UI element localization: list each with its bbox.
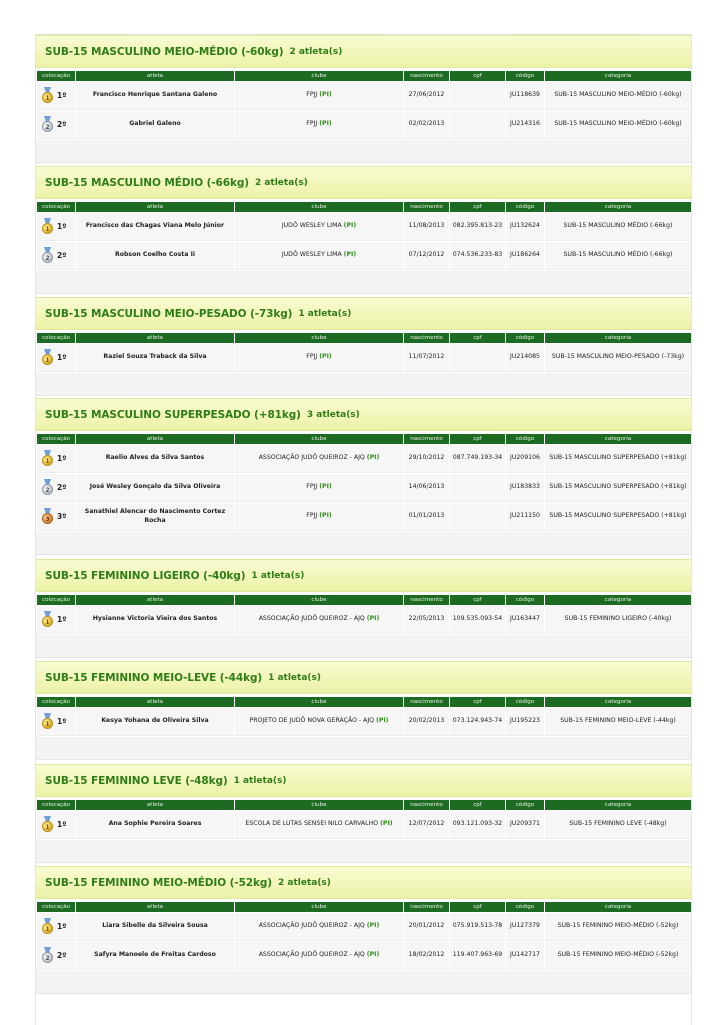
placement-cell: [37, 111, 75, 139]
category: SUB-15 FEMININO MEIO-MÉDIO (-52kg): [545, 913, 691, 941]
header-categoria: categoria: [545, 202, 691, 212]
placement-cell: [37, 606, 75, 634]
cpf: 119.407.963-69: [450, 942, 505, 970]
category-title: SUB-15 FEMININO LEVE (-48kg): [45, 774, 228, 787]
table-row: [37, 445, 691, 473]
category-title: SUB-15 FEMININO MEIO-MÉDIO (-52kg): [45, 876, 272, 889]
club-name: FPJJ: [306, 91, 318, 99]
section-spacer: [36, 840, 691, 863]
medal-icon: [42, 479, 53, 496]
category: SUB-15 MASCULINO SUPERPESADO (+81kg): [545, 474, 691, 502]
club-name: FPJJ: [306, 120, 318, 128]
birth-date: 20/02/2013: [404, 708, 449, 736]
category: SUB-15 MASCULINO MEIO-MÉDIO (-60kg): [545, 82, 691, 110]
header-nascimento: nascimento: [404, 697, 449, 707]
category-title: SUB-15 FEMININO MEIO-LEVE (-44kg): [45, 671, 263, 684]
athlete-code: JU214085: [506, 344, 544, 372]
birth-date: 01/01/2013: [404, 503, 449, 531]
header-atleta: atleta: [76, 71, 234, 81]
category-header: [36, 559, 691, 592]
table-header-row: [37, 71, 691, 81]
category-section: [36, 661, 691, 760]
table-row: [37, 913, 691, 941]
category-title: SUB-15 MASCULINO MEIO-MÉDIO (-60kg): [45, 45, 284, 58]
placement: 1º: [57, 221, 67, 231]
placement: 1º: [57, 716, 67, 726]
header-cpf: cpf: [450, 595, 505, 605]
athlete-code: JU195223: [506, 708, 544, 736]
table-header-row: [37, 595, 691, 605]
club-state: (PI): [380, 820, 393, 828]
header-clube: clube: [235, 902, 403, 912]
header-nascimento: nascimento: [404, 800, 449, 810]
table-header-row: [37, 434, 691, 444]
athlete-count: 1 atleta(s): [298, 308, 352, 319]
header-clube: clube: [235, 71, 403, 81]
header-clube: clube: [235, 202, 403, 212]
placement: 3º: [57, 511, 67, 521]
birth-date: 20/01/2012: [404, 913, 449, 941]
club-state: (PI): [366, 454, 380, 462]
medal-number: 1: [42, 92, 53, 103]
athlete-count: 2 atleta(s): [254, 177, 308, 188]
table-row: [37, 606, 691, 634]
table-row: [37, 242, 691, 270]
header-codigo: código: [506, 434, 544, 444]
header-colocacao: colocação: [37, 202, 75, 212]
header-clube: clube: [235, 595, 403, 605]
category-title: SUB-15 MASCULINO MEIO-PESADO (-73kg): [45, 307, 293, 320]
medal-icon: [42, 947, 53, 964]
medal-number: 2: [42, 252, 53, 263]
placement-cell: [37, 213, 75, 241]
section-spacer: [36, 737, 691, 760]
club-cell: [235, 913, 403, 941]
cpf: [450, 111, 505, 139]
category: SUB-15 FEMININO MEIO-MÉDIO (-52kg): [545, 942, 691, 970]
medal-number: 1: [42, 616, 53, 627]
club-name: ASSOCIAÇÃO JUDÔ QUEIROZ - AJQ: [258, 454, 365, 462]
header-atleta: atleta: [76, 902, 234, 912]
category-section: [36, 398, 691, 555]
table-header-row: [37, 902, 691, 912]
club-state: (PI): [366, 951, 380, 959]
birth-date: 07/12/2012: [404, 242, 449, 270]
header-colocacao: colocação: [37, 595, 75, 605]
athlete-name: Kesya Yohana de Oliveira Silva: [76, 708, 234, 736]
category: SUB-15 MASCULINO MÉDIO (-66kg): [545, 213, 691, 241]
birth-date: 11/08/2013: [404, 213, 449, 241]
placement-cell: [37, 242, 75, 270]
results-table: [36, 433, 692, 532]
athlete-name: Francisco das Chagas Viana Melo Júnior: [76, 213, 234, 241]
medal-icon: [42, 116, 53, 133]
athlete-name: José Wesley Gonçalo da Silva Oliveira: [76, 474, 234, 502]
table-header-row: [37, 333, 691, 343]
table-row: [37, 213, 691, 241]
medal-number: 1: [42, 223, 53, 234]
medal-icon: [42, 508, 53, 525]
birth-date: 11/07/2012: [404, 344, 449, 372]
table-header-row: [37, 800, 691, 810]
athlete-name: Robson Coelho Costa Ii: [76, 242, 234, 270]
medal-number: 1: [42, 718, 53, 729]
category: SUB-15 FEMININO LEVE (-48kg): [545, 811, 691, 839]
header-cpf: cpf: [450, 800, 505, 810]
birth-date: 12/07/2012: [404, 811, 449, 839]
athlete-code: JU183833: [506, 474, 544, 502]
header-colocacao: colocação: [37, 800, 75, 810]
club-cell: [235, 111, 403, 139]
results-table: [36, 696, 692, 737]
medal-number: 2: [42, 121, 53, 132]
club-cell: [235, 708, 403, 736]
birth-date: 27/06/2012: [404, 82, 449, 110]
athlete-name: Hysianne Victoria Vieira dos Santos: [76, 606, 234, 634]
results-page: [35, 34, 692, 1025]
header-categoria: categoria: [545, 697, 691, 707]
athlete-count: 1 atleta(s): [251, 570, 305, 581]
club-name: PROJETO DE JUDÔ NOVA GERAÇÃO - AJQ: [249, 717, 375, 725]
header-codigo: código: [506, 595, 544, 605]
header-clube: clube: [235, 697, 403, 707]
club-state: (PI): [319, 512, 332, 520]
placement-cell: [37, 708, 75, 736]
table-header-row: [37, 697, 691, 707]
athlete-name: Gabriel Galeno: [76, 111, 234, 139]
athlete-code: JU142717: [506, 942, 544, 970]
placement: 2º: [57, 950, 67, 960]
header-colocacao: colocação: [37, 71, 75, 81]
header-colocacao: colocação: [37, 333, 75, 343]
athlete-count: 1 atleta(s): [233, 775, 287, 786]
club-state: (PI): [366, 922, 380, 930]
header-cpf: cpf: [450, 333, 505, 343]
category: SUB-15 MASCULINO MEIO-MÉDIO (-60kg): [545, 111, 691, 139]
club-name: ASSOCIAÇÃO JUDÔ QUEIROZ - AJQ: [258, 615, 365, 623]
club-state: (PI): [343, 222, 357, 230]
header-cpf: cpf: [450, 71, 505, 81]
medal-icon: [42, 247, 53, 264]
category-header: [36, 764, 691, 797]
header-nascimento: nascimento: [404, 333, 449, 343]
table-row: [37, 503, 691, 531]
club-cell: [235, 606, 403, 634]
header-colocacao: colocação: [37, 697, 75, 707]
athlete-name: Liara Sibelle da Silveira Sousa: [76, 913, 234, 941]
placement-cell: [37, 344, 75, 372]
cpf: 082.395.813-23: [450, 213, 505, 241]
club-cell: [235, 445, 403, 473]
category-section: [36, 166, 691, 294]
cpf: 087.749.193-34: [450, 445, 505, 473]
header-atleta: atleta: [76, 333, 234, 343]
category-section: [36, 559, 691, 658]
placement: 1º: [57, 614, 67, 624]
header-cpf: cpf: [450, 202, 505, 212]
birth-date: 02/02/2013: [404, 111, 449, 139]
cpf: [450, 503, 505, 531]
header-codigo: código: [506, 697, 544, 707]
athlete-name: Sanathiel Alencar do Nascimento Cortez Rocha: [76, 503, 234, 531]
placement-cell: [37, 474, 75, 502]
medal-icon: [42, 918, 53, 935]
header-codigo: código: [506, 902, 544, 912]
club-state: (PI): [376, 717, 389, 725]
table-row: [37, 82, 691, 110]
athlete-count: 1 atleta(s): [268, 672, 321, 683]
category-title: SUB-15 MASCULINO MÉDIO (-66kg): [45, 176, 249, 189]
header-atleta: atleta: [76, 202, 234, 212]
cpf: 073.124.943-74: [450, 708, 505, 736]
header-codigo: código: [506, 71, 544, 81]
medal-icon: [42, 713, 53, 730]
placement: 2º: [57, 250, 67, 260]
club-cell: [235, 474, 403, 502]
table-row: [37, 942, 691, 970]
category-header: [36, 35, 691, 68]
section-spacer: [36, 635, 691, 658]
cpf: 074.536.233-83: [450, 242, 505, 270]
category-header: [36, 866, 691, 899]
header-categoria: categoria: [545, 595, 691, 605]
medal-number: 1: [42, 455, 53, 466]
header-nascimento: nascimento: [404, 71, 449, 81]
category-header: [36, 166, 691, 199]
placement-cell: [37, 913, 75, 941]
placement-cell: [37, 82, 75, 110]
header-atleta: atleta: [76, 800, 234, 810]
medal-icon: [42, 611, 53, 628]
category-title: SUB-15 MASCULINO SUPERPESADO (+81kg): [45, 408, 301, 421]
club-state: (PI): [343, 251, 357, 259]
athlete-name: Raziel Souza Traback da Silva: [76, 344, 234, 372]
category-title: SUB-15 FEMININO LIGEIRO (-40kg): [45, 569, 246, 582]
table-row: [37, 708, 691, 736]
placement-cell: [37, 445, 75, 473]
header-categoria: categoria: [545, 434, 691, 444]
placement-cell: [37, 503, 75, 531]
club-cell: [235, 503, 403, 531]
cpf: [450, 344, 505, 372]
athlete-count: 2 atleta(s): [277, 877, 331, 888]
table-row: [37, 111, 691, 139]
athlete-code: JU214316: [506, 111, 544, 139]
placement-cell: [37, 942, 75, 970]
results-table: [36, 332, 692, 373]
club-state: (PI): [319, 353, 332, 361]
club-state: (PI): [366, 615, 380, 623]
header-cpf: cpf: [450, 434, 505, 444]
category-header: [36, 661, 691, 694]
table-header-row: [37, 202, 691, 212]
athlete-code: JU211150: [506, 503, 544, 531]
birth-date: 18/02/2012: [404, 942, 449, 970]
birth-date: 29/10/2012: [404, 445, 449, 473]
club-state: (PI): [319, 483, 332, 491]
section-spacer: [36, 140, 691, 163]
medal-icon: [42, 218, 53, 235]
club-name: JUDÔ WESLEY LIMA: [281, 251, 342, 259]
club-cell: [235, 811, 403, 839]
header-atleta: atleta: [76, 595, 234, 605]
club-name: ASSOCIAÇÃO JUDÔ QUEIROZ - AJQ: [258, 951, 365, 959]
club-name: FPJJ: [306, 483, 318, 491]
athlete-count: 2 atleta(s): [289, 46, 343, 57]
medal-icon: [42, 816, 53, 833]
medal-icon: [42, 450, 53, 467]
header-cpf: cpf: [450, 902, 505, 912]
club-cell: [235, 213, 403, 241]
club-cell: [235, 344, 403, 372]
header-categoria: categoria: [545, 902, 691, 912]
placement: 1º: [57, 90, 67, 100]
section-spacer: [36, 971, 691, 994]
cpf: 075.919.513-78: [450, 913, 505, 941]
club-name: FPJJ: [306, 512, 318, 520]
table-row: [37, 811, 691, 839]
section-spacer: [36, 532, 691, 555]
header-colocacao: colocação: [37, 434, 75, 444]
club-state: (PI): [319, 91, 332, 99]
category-section: [36, 764, 691, 863]
medal-number: 1: [42, 354, 53, 365]
section-spacer: [36, 271, 691, 294]
athlete-name: Safyra Manoele de Freitas Cardoso: [76, 942, 234, 970]
placement-cell: [37, 811, 75, 839]
category-header: [36, 297, 691, 330]
category: SUB-15 MASCULINO SUPERPESADO (+81kg): [545, 445, 691, 473]
results-table: [36, 201, 692, 271]
medal-number: 3: [42, 513, 53, 524]
category-section: [36, 866, 691, 994]
club-name: ASSOCIAÇÃO JUDÔ QUEIROZ - AJQ: [258, 922, 365, 930]
athlete-code: JU186264: [506, 242, 544, 270]
header-categoria: categoria: [545, 800, 691, 810]
header-atleta: atleta: [76, 434, 234, 444]
header-clube: clube: [235, 800, 403, 810]
category: SUB-15 MASCULINO SUPERPESADO (+81kg): [545, 503, 691, 531]
athlete-name: Francisco Henrique Santana Galeno: [76, 82, 234, 110]
birth-date: 22/05/2013: [404, 606, 449, 634]
athlete-name: Raelio Alves da Silva Santos: [76, 445, 234, 473]
placement: 1º: [57, 453, 67, 463]
section-spacer: [36, 373, 691, 396]
athlete-code: JU163447: [506, 606, 544, 634]
results-table: [36, 594, 692, 635]
table-row: [37, 344, 691, 372]
athlete-code: JU132624: [506, 213, 544, 241]
club-name: JUDÔ WESLEY LIMA: [281, 222, 342, 230]
category: SUB-15 MASCULINO MEIO-PESADO (-73kg): [545, 344, 691, 372]
athlete-code: JU209106: [506, 445, 544, 473]
club-name: FPJJ: [306, 353, 318, 361]
medal-number: 2: [42, 484, 53, 495]
header-codigo: código: [506, 333, 544, 343]
club-cell: [235, 82, 403, 110]
header-codigo: código: [506, 202, 544, 212]
athlete-count: 3 atleta(s): [306, 409, 360, 420]
header-clube: clube: [235, 333, 403, 343]
cpf: [450, 82, 505, 110]
results-table: [36, 70, 692, 140]
cpf: [450, 474, 505, 502]
placement: 1º: [57, 921, 67, 931]
placement: 1º: [57, 352, 67, 362]
club-cell: [235, 942, 403, 970]
category: SUB-15 FEMININO MEIO-LEVE (-44kg): [545, 708, 691, 736]
birth-date: 14/06/2013: [404, 474, 449, 502]
medal-number: 1: [42, 821, 53, 832]
athlete-code: JU118639: [506, 82, 544, 110]
results-table: [36, 901, 692, 971]
header-nascimento: nascimento: [404, 434, 449, 444]
medal-number: 1: [42, 923, 53, 934]
medal-icon: [42, 87, 53, 104]
athlete-code: JU209371: [506, 811, 544, 839]
cpf: 093.121.093-32: [450, 811, 505, 839]
category: SUB-15 MASCULINO MÉDIO (-66kg): [545, 242, 691, 270]
athlete-name: Ana Sophie Pereira Soares: [76, 811, 234, 839]
header-clube: clube: [235, 434, 403, 444]
category-header: [36, 398, 691, 431]
header-colocacao: colocação: [37, 902, 75, 912]
club-state: (PI): [319, 120, 332, 128]
results-table: [36, 799, 692, 840]
athlete-code: JU127379: [506, 913, 544, 941]
medal-number: 2: [42, 952, 53, 963]
medal-icon: [42, 349, 53, 366]
header-categoria: categoria: [545, 71, 691, 81]
header-categoria: categoria: [545, 333, 691, 343]
club-cell: [235, 242, 403, 270]
placement: 1º: [57, 819, 67, 829]
category: SUB-15 FEMININO LIGEIRO (-40kg): [545, 606, 691, 634]
club-name: ESCOLA DE LUTAS SENSEI NILO CARVALHO: [245, 820, 379, 828]
placement: 2º: [57, 119, 67, 129]
cpf: 109.535.093-54: [450, 606, 505, 634]
category-section: [36, 35, 691, 163]
header-cpf: cpf: [450, 697, 505, 707]
header-codigo: código: [506, 800, 544, 810]
header-nascimento: nascimento: [404, 202, 449, 212]
header-nascimento: nascimento: [404, 595, 449, 605]
table-row: [37, 474, 691, 502]
header-nascimento: nascimento: [404, 902, 449, 912]
placement: 2º: [57, 482, 67, 492]
category-section: [36, 297, 691, 396]
header-atleta: atleta: [76, 697, 234, 707]
